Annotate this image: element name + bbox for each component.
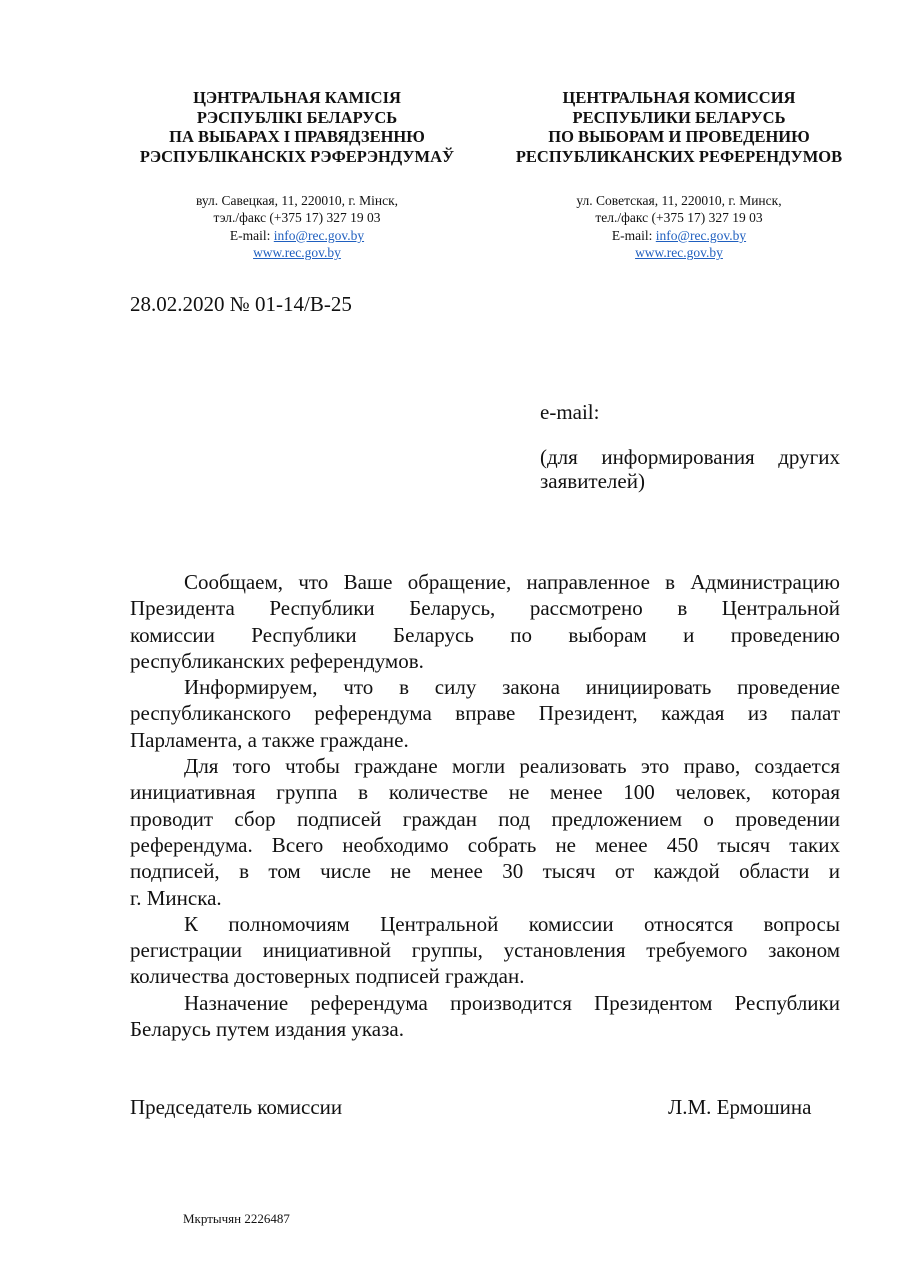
- title-line: РЭСПУБЛІКАНСКІХ РЭФЕРЭНДУМАЎ: [139, 147, 455, 167]
- letter-body: [130, 569, 840, 1042]
- recipient-email-label: e-mail:: [540, 400, 600, 424]
- signature-name: Л.М. Ермошина: [668, 1095, 812, 1119]
- website-link[interactable]: www.rec.gov.by: [253, 245, 341, 261]
- title-line: ЦЕНТРАЛЬНАЯ КОМИССИЯ: [562, 88, 796, 107]
- letterhead-contacts: [107, 192, 487, 262]
- email-link[interactable]: info@rec.gov.by: [655, 227, 747, 243]
- email-link[interactable]: info@rec.gov.by: [273, 227, 365, 243]
- email-label: E-mail:: [611, 227, 656, 243]
- title-line: ПО ВЫБОРАМ И ПРОВЕДЕНИЮ: [548, 127, 810, 147]
- letterhead-title: [107, 88, 487, 167]
- paragraph-line: республиканских референдумов.: [130, 648, 424, 673]
- recipient-note: [540, 445, 840, 493]
- title-line: РЕСПУБЛИКИ БЕЛАРУСЬ: [572, 107, 786, 127]
- paragraph-line: Для того чтобы граждане могли реализовать это право, создается: [184, 754, 840, 779]
- paragraph: [130, 674, 840, 753]
- paragraph: [130, 990, 840, 1043]
- paragraph-line: регистрации инициативной группы, установления требуемого законом: [130, 938, 840, 963]
- paragraph-line: г. Минска.: [130, 885, 222, 910]
- letterhead-title: [489, 88, 869, 167]
- email-label: E-mail:: [229, 227, 274, 243]
- paragraph-line: республиканского референдума вправе Президент, каждая из палат: [130, 701, 840, 726]
- paragraph-line: Беларусь путем издания указа.: [130, 1017, 404, 1042]
- address: вул. Савецкая, 11, 220010, г. Мінск,: [195, 192, 399, 208]
- signature-position: Председатель комиссии: [130, 1095, 343, 1119]
- paragraph: [130, 911, 840, 990]
- phone: тел./факс (+375 17) 327 19 03: [595, 210, 763, 226]
- title-line: РЭСПУБЛІКІ БЕЛАРУСЬ: [196, 107, 398, 127]
- letterhead-belarusian: [107, 88, 487, 262]
- paragraph-line: количества достоверных подписей граждан.: [130, 964, 525, 989]
- paragraph-line: инициативная группа в количестве не менее 100 человек, которая: [130, 780, 840, 805]
- paragraph-line: Сообщаем, что Ваше обращение, направленное в Администрацию: [184, 570, 840, 594]
- title-line: ЦЭНТРАЛЬНАЯ КАМІСІЯ: [193, 88, 401, 107]
- phone: тэл./факс (+375 17) 327 19 03: [213, 210, 381, 226]
- paragraph-line: Информируем, что в силу закона инициировать проведение: [184, 675, 840, 700]
- letterhead-russian: [489, 88, 869, 262]
- paragraph: [130, 753, 840, 911]
- note-line: заявителей): [540, 469, 645, 493]
- date-number: 28.02.2020 № 01-14/В-25: [130, 292, 352, 316]
- paragraph-line: комиссии Республики Беларусь по выборам и проведению: [130, 622, 840, 647]
- note-line: (для информирования других: [540, 445, 840, 469]
- address: ул. Советская, 11, 220010, г. Минск,: [576, 192, 782, 208]
- paragraph-line: Президента Республики Беларусь, рассмотрено в Центральной: [130, 596, 840, 621]
- title-line: ПА ВЫБАРАХ І ПРАВЯДЗЕННЮ: [169, 127, 425, 147]
- paragraph-line: Назначение референдума производится Президентом Республики: [184, 990, 840, 1015]
- title-line: РЕСПУБЛИКАНСКИХ РЕФЕРЕНДУМОВ: [515, 147, 843, 167]
- paragraph-line: К полномочиям Центральной комиссии относятся вопросы: [184, 911, 840, 936]
- letterhead-contacts: [489, 192, 869, 262]
- website-link[interactable]: www.rec.gov.by: [635, 245, 723, 261]
- executor-info: Мкртычян 2226487: [183, 1211, 290, 1226]
- paragraph: [130, 569, 840, 674]
- paragraph-line: подписей, в том числе не менее 30 тысяч от каждой области и: [130, 859, 840, 884]
- paragraph-line: Парламента, а также граждане.: [130, 727, 409, 752]
- paragraph-line: референдума. Всего необходимо собрать не менее 450 тысяч таких: [130, 832, 840, 857]
- paragraph-line: проводит сбор подписей граждан под предложением о проведении: [130, 806, 840, 831]
